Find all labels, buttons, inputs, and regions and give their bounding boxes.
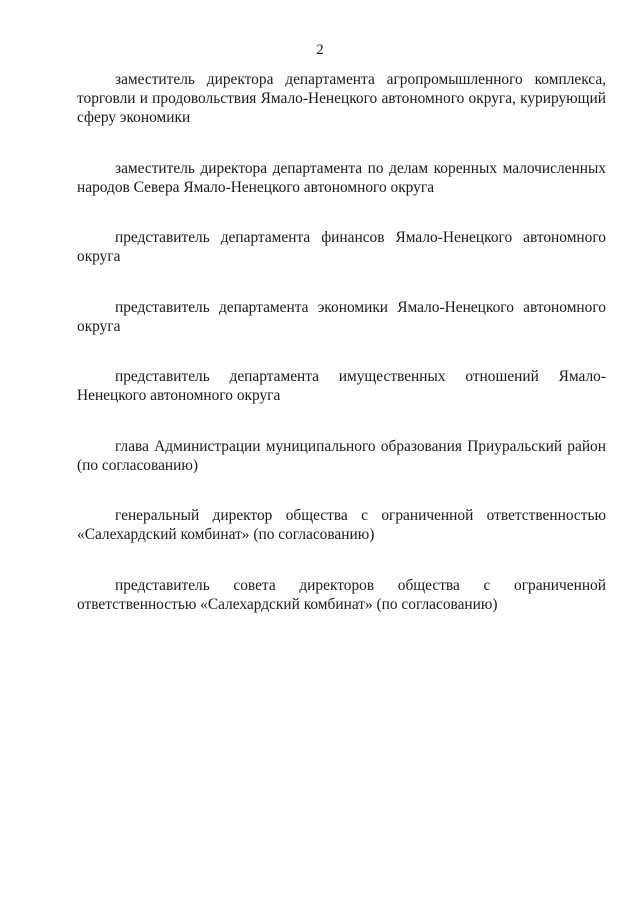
member-paragraph: заместитель директора департамента агропромышленного комплекса, торговли и продовольствия Ямало-Ненецкого автономного округа, курирующий сферу экономики [77,71,606,126]
member-paragraph: заместитель директора департамента по делам коренных малочисленных народов Севера Ямало-Ненецкого автономного округа [77,159,606,196]
member-paragraph: представитель совета директоров общества с ограниченной ответственностью «Салехардский комбинат» (по согласованию) [77,576,606,613]
page-number: 2 [316,42,324,58]
member-paragraph: глава Администрации муниципального образования Приуральский район (по согласованию) [77,437,606,474]
member-paragraph: представитель департамента имущественных отношений Ямало-Ненецкого автономного округа [77,368,606,404]
member-paragraph: представитель департамента финансов Ямало-Ненецкого автономного округа [77,229,606,265]
commission-members-list [77,70,606,645]
member-paragraph: представитель департамента экономики Ямало-Ненецкого автономного округа [77,298,606,335]
member-paragraph: генеральный директор общества с ограниченной ответственностью «Салехардский комбинат» (по согласованию) [77,507,606,543]
